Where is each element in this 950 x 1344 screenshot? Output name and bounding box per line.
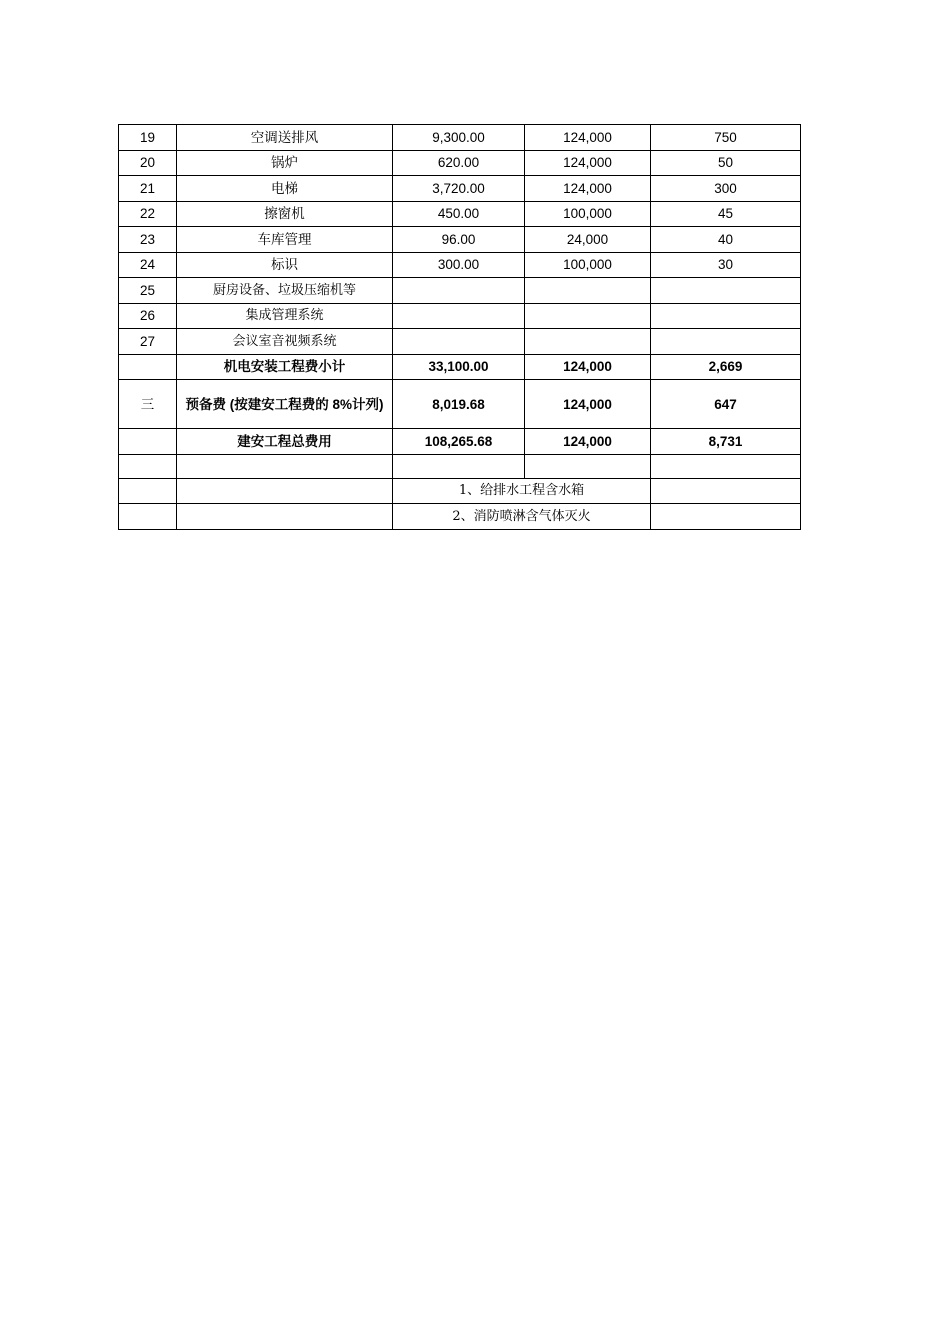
grand-total-amount: 8,731 <box>651 429 801 455</box>
item-unit-price <box>525 303 651 329</box>
item-unit-price <box>525 329 651 355</box>
item-name: 空调送排风 <box>177 125 393 151</box>
empty-cell <box>651 454 801 478</box>
reserve-fee-row <box>119 380 801 429</box>
table-row <box>119 303 801 329</box>
item-name: 厨房设备、垃圾压缩机等 <box>177 278 393 304</box>
item-amount <box>651 303 801 329</box>
item-unit-price <box>525 278 651 304</box>
reserve-amount: 647 <box>651 380 801 429</box>
item-number: 21 <box>119 176 177 202</box>
cost-estimate-table <box>118 124 801 530</box>
grand-total-row <box>119 429 801 455</box>
grand-total-unit-price: 124,000 <box>525 429 651 455</box>
item-number: 20 <box>119 150 177 176</box>
item-number: 23 <box>119 227 177 253</box>
note-text: 1、给排水工程含水箱 <box>393 478 651 504</box>
item-name: 集成管理系统 <box>177 303 393 329</box>
note-row <box>119 504 801 530</box>
reserve-number: 三 <box>119 380 177 429</box>
table-row <box>119 227 801 253</box>
grand-total-number <box>119 429 177 455</box>
item-number: 26 <box>119 303 177 329</box>
item-name: 会议室音视频系统 <box>177 329 393 355</box>
empty-cell <box>177 478 393 504</box>
reserve-name: 预备费 (按建安工程费的 8%计列) <box>177 380 393 429</box>
item-number: 25 <box>119 278 177 304</box>
table-row <box>119 201 801 227</box>
subtotal-name: 机电安装工程费小计 <box>177 354 393 380</box>
item-number: 19 <box>119 125 177 151</box>
table-row <box>119 278 801 304</box>
item-amount: 750 <box>651 125 801 151</box>
table-row <box>119 150 801 176</box>
item-amount: 300 <box>651 176 801 202</box>
item-unit-price: 124,000 <box>525 150 651 176</box>
item-total: 96.00 <box>393 227 525 253</box>
empty-cell <box>119 504 177 530</box>
item-total <box>393 278 525 304</box>
note-row <box>119 478 801 504</box>
empty-cell <box>177 504 393 530</box>
item-total: 450.00 <box>393 201 525 227</box>
note-text: 2、消防喷淋含气体灭火 <box>393 504 651 530</box>
item-name: 擦窗机 <box>177 201 393 227</box>
table-row <box>119 125 801 151</box>
item-amount: 50 <box>651 150 801 176</box>
empty-cell <box>119 478 177 504</box>
reserve-unit-price: 124,000 <box>525 380 651 429</box>
item-amount <box>651 329 801 355</box>
item-amount <box>651 278 801 304</box>
item-number: 24 <box>119 252 177 278</box>
subtotal-total: 33,100.00 <box>393 354 525 380</box>
empty-cell <box>177 454 393 478</box>
item-unit-price: 100,000 <box>525 252 651 278</box>
item-total: 300.00 <box>393 252 525 278</box>
item-number: 22 <box>119 201 177 227</box>
item-total <box>393 329 525 355</box>
table-row <box>119 252 801 278</box>
empty-cell <box>651 504 801 530</box>
empty-cell <box>651 478 801 504</box>
subtotal-row <box>119 354 801 380</box>
table-row <box>119 176 801 202</box>
item-unit-price: 100,000 <box>525 201 651 227</box>
item-unit-price: 124,000 <box>525 176 651 202</box>
table-row <box>119 329 801 355</box>
grand-total-total: 108,265.68 <box>393 429 525 455</box>
subtotal-unit-price: 124,000 <box>525 354 651 380</box>
grand-total-name: 建安工程总费用 <box>177 429 393 455</box>
item-amount: 30 <box>651 252 801 278</box>
item-total <box>393 303 525 329</box>
subtotal-amount: 2,669 <box>651 354 801 380</box>
item-total: 620.00 <box>393 150 525 176</box>
item-name: 锅炉 <box>177 150 393 176</box>
item-total: 3,720.00 <box>393 176 525 202</box>
item-amount: 40 <box>651 227 801 253</box>
item-unit-price: 24,000 <box>525 227 651 253</box>
item-name: 车库管理 <box>177 227 393 253</box>
item-name: 电梯 <box>177 176 393 202</box>
item-number: 27 <box>119 329 177 355</box>
empty-cell <box>525 454 651 478</box>
empty-cell <box>393 454 525 478</box>
item-total: 9,300.00 <box>393 125 525 151</box>
item-unit-price: 124,000 <box>525 125 651 151</box>
empty-row <box>119 454 801 478</box>
reserve-total: 8,019.68 <box>393 380 525 429</box>
empty-cell <box>119 454 177 478</box>
item-amount: 45 <box>651 201 801 227</box>
subtotal-number <box>119 354 177 380</box>
item-name: 标识 <box>177 252 393 278</box>
